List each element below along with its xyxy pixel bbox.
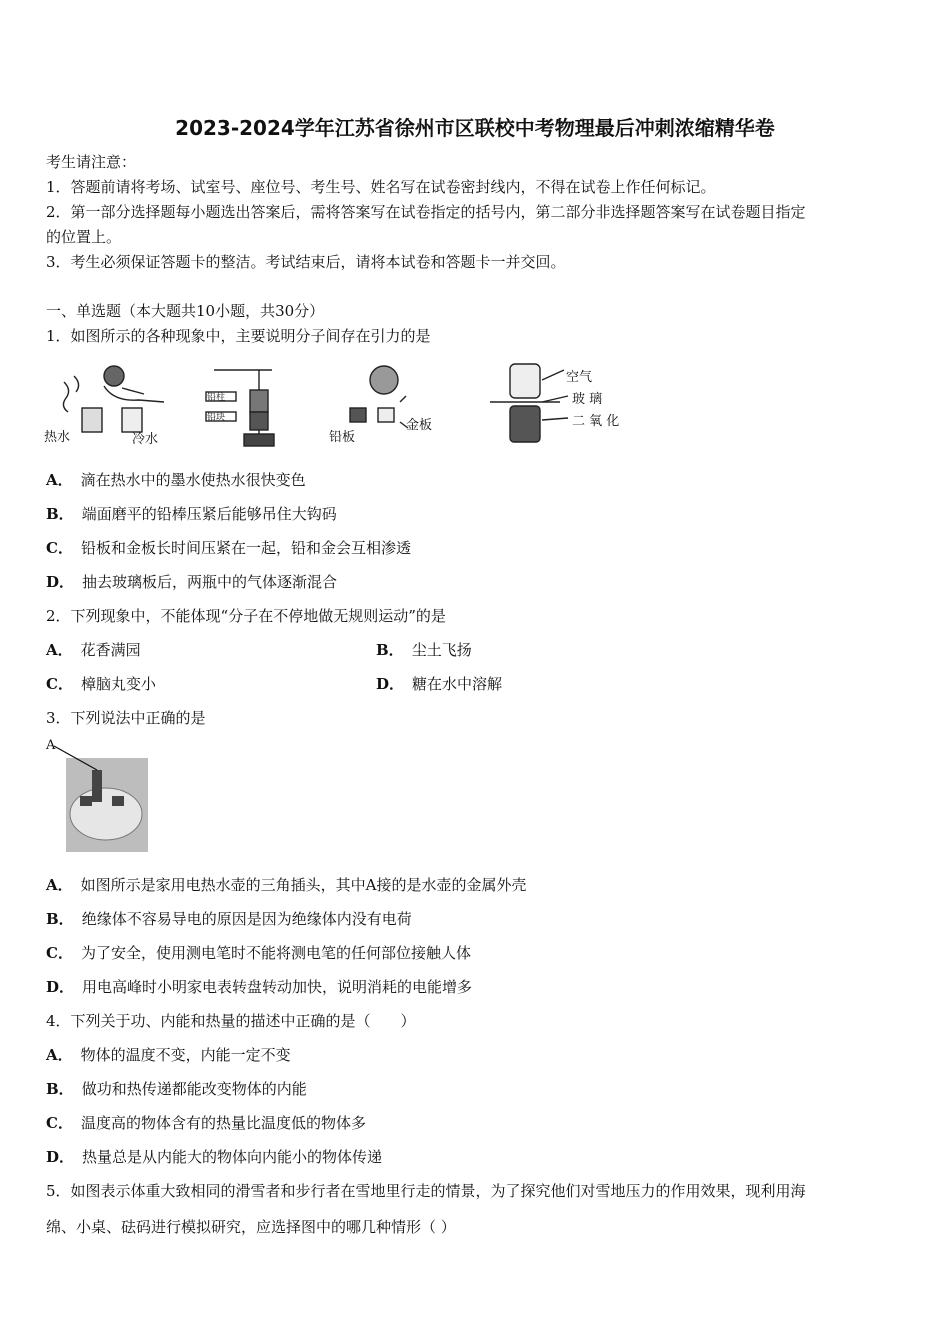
- q2-option-a: [46, 640, 141, 660]
- q5-stem-line-2: 绵、小桌、砝码进行模拟研究，应选择图中的哪几种情形（ ）: [46, 1218, 456, 1236]
- q2-option-b: [376, 640, 472, 660]
- option-label: A．: [46, 641, 73, 659]
- label-lead-plate: 铅板: [329, 430, 356, 445]
- q1-option-b: [46, 504, 337, 524]
- option-label: C．: [46, 675, 73, 693]
- notice-heading: 考生请注意：: [46, 153, 137, 171]
- option-label: D．: [376, 675, 405, 693]
- section-heading: 一、单选题（本大题共10小题，共30分）: [46, 302, 325, 320]
- option-label: A．: [46, 1046, 73, 1064]
- q5-stem-line-1: 5．如图表示体重大致相同的滑雪者和步行者在雪地里行走的情景，为了探究他们对雪地压力的作用效果，现利用海: [46, 1182, 806, 1200]
- option-text: 尘土飞扬: [411, 641, 472, 659]
- option-label: D．: [46, 1148, 75, 1166]
- q1-option-c: [46, 538, 411, 558]
- q4-option-b: [46, 1079, 307, 1099]
- option-label: B．: [376, 641, 404, 659]
- option-text: 热量总是从内能大的物体向内能小的物体传递: [82, 1148, 383, 1166]
- plug-label-a: A: [46, 738, 56, 753]
- option-text: 花香满园: [80, 641, 141, 659]
- q1-option-a: [46, 470, 306, 490]
- option-text: 绝缘体不容易导电的原因是因为绝缘体内没有电荷: [81, 910, 412, 928]
- q4-option-d: [46, 1147, 382, 1167]
- q3-plug-figure: [46, 740, 150, 854]
- q2-option-c: [46, 674, 156, 694]
- option-text: 物体的温度不变，内能一定不变: [80, 1046, 291, 1064]
- option-text: 糖在水中溶解: [412, 675, 503, 693]
- label-gold-plate: 金板: [406, 418, 433, 433]
- q3-option-b: [46, 909, 412, 929]
- option-label: B．: [46, 910, 74, 928]
- option-text: 如图所示是家用电热水壶的三角插头，其中A接的是水壶的金属外壳: [80, 876, 527, 894]
- option-text: 端面磨平的铅棒压紧后能够吊住大钩码: [81, 505, 337, 523]
- label-nitrogen-dioxide: 二 氧 化: [572, 414, 620, 429]
- q3-stem: 3．下列说法中正确的是: [46, 709, 206, 727]
- option-label: A．: [46, 876, 73, 894]
- q3-option-c: [46, 943, 471, 963]
- option-label: A．: [46, 471, 73, 489]
- option-label: B．: [46, 505, 74, 523]
- option-text: 温度高的物体含有的热量比温度低的物体多: [80, 1114, 366, 1132]
- option-label: B．: [46, 1080, 74, 1098]
- option-text: 用电高峰时小明家电表转盘转动加快，说明消耗的电能增多: [82, 978, 473, 996]
- notice-item-2-cont: 的位置上。: [46, 228, 122, 246]
- notice-item-2: 2．第一部分选择题每小题选出答案后，需将答案写在试卷指定的括号内，第二部分非选择题答案写在试卷题目指定: [46, 203, 806, 221]
- label-hot-water: 热水: [44, 430, 71, 445]
- option-label: D．: [46, 978, 75, 996]
- q1-option-d: [46, 572, 337, 592]
- option-text: 樟脑丸变小: [80, 675, 156, 693]
- option-text: 做功和热传递都能改变物体的内能: [81, 1080, 307, 1098]
- option-text: 滴在热水中的墨水使热水很快变色: [80, 471, 306, 489]
- q4-option-a: [46, 1045, 291, 1065]
- label-lead-column: 铅柱: [207, 393, 226, 403]
- q2-option-d: [376, 674, 502, 694]
- label-air: 空气: [566, 370, 593, 385]
- notice-item-3: 3．考生必须保证答题卡的整洁。考试结束后，请将本试卷和答题卡一并交回。: [46, 253, 566, 271]
- q2-stem: 2．下列现象中，不能体现“分子在不停地做无规则运动”的是: [46, 607, 446, 625]
- q3-option-d: [46, 977, 472, 997]
- label-glass: 玻 璃: [572, 392, 603, 407]
- option-text: 铅板和金板长时间压紧在一起，铅和金会互相渗透: [80, 539, 411, 557]
- option-text: 为了安全，使用测电笔时不能将测电笔的任何部位接触人体: [80, 944, 471, 962]
- option-label: C．: [46, 944, 73, 962]
- label-lead-block: 铅块: [207, 413, 226, 423]
- q4-option-c: [46, 1113, 366, 1133]
- label-cold-water: 冷水: [132, 432, 159, 447]
- q3-option-a: [46, 875, 526, 895]
- q1-figure: [44, 362, 644, 452]
- plug-drawing: [46, 740, 150, 854]
- option-text: 抽去玻璃板后，两瓶中的气体逐渐混合: [82, 573, 338, 591]
- notice-item-1: 1．答题前请将考场、试室号、座位号、考生号、姓名写在试卷密封线内，不得在试卷上作任何标记。: [46, 178, 716, 196]
- option-label: C．: [46, 1114, 73, 1132]
- option-label: C．: [46, 539, 73, 557]
- q1-stem: 1．如图所示的各种现象中，主要说明分子间存在引力的是: [46, 327, 431, 345]
- q4-stem: 4．下列关于功、内能和热量的描述中正确的是（ ）: [46, 1012, 416, 1030]
- option-label: D．: [46, 573, 75, 591]
- page-title: 2023-2024学年江苏省徐州市区联校中考物理最后冲刺浓缩精华卷: [175, 116, 775, 140]
